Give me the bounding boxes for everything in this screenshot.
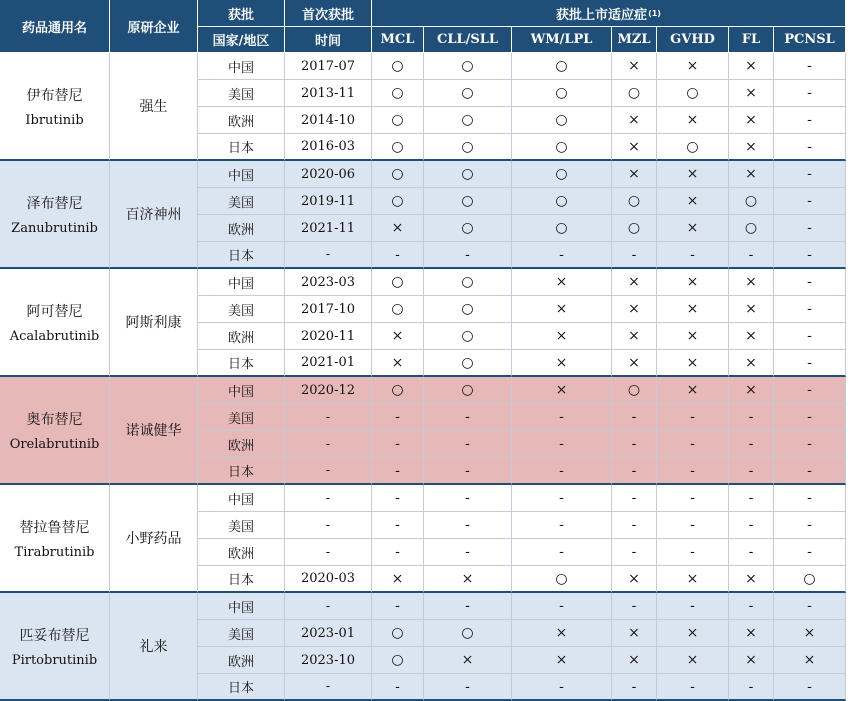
drug-name-cell: [0, 53, 110, 161]
indication-wm-lpl-mark: -: [512, 242, 612, 269]
indication-mcl-mark: ×: [372, 566, 424, 593]
header-col-wm-lpl: WM/LPL: [512, 27, 612, 53]
indication-pcnsl-mark: -: [774, 80, 846, 107]
indication-wm-lpl-mark: -: [512, 431, 612, 458]
indication-mzl-mark: ×: [612, 296, 657, 323]
indication-pcnsl-mark: -: [774, 512, 846, 539]
indication-wm-lpl-mark: -: [512, 485, 612, 512]
drug-name-en: Tirabrutinib: [14, 544, 95, 560]
indication-mcl-mark: ○: [372, 269, 424, 296]
company-name: 诺诚健华: [110, 377, 198, 485]
company-name: 百济神州: [110, 161, 198, 269]
region-cell: 美国: [198, 512, 285, 539]
indication-mcl-mark: ×: [372, 215, 424, 242]
company-name: 阿斯利康: [110, 269, 198, 377]
drug-name-cn: 泽布替尼: [26, 195, 83, 212]
indication-fl-mark: ×: [729, 134, 774, 161]
indication-gvhd-mark: -: [657, 242, 729, 269]
indication-gvhd-mark: -: [657, 404, 729, 431]
indication-wm-lpl-mark: -: [512, 593, 612, 620]
indication-gvhd-mark: -: [657, 431, 729, 458]
indication-gvhd-mark: ×: [657, 566, 729, 593]
indication-gvhd-mark: -: [657, 539, 729, 566]
approval-date: -: [285, 485, 372, 512]
indication-fl-mark: ×: [729, 80, 774, 107]
indication-gvhd-mark: ○: [657, 134, 729, 161]
approval-date: 2020-12: [285, 377, 372, 404]
indication-mzl-mark: ○: [612, 377, 657, 404]
indication-mcl-mark: ○: [372, 188, 424, 215]
approval-date: 2020-03: [285, 566, 372, 593]
indication-gvhd-mark: ×: [657, 188, 729, 215]
indication-wm-lpl-mark: ○: [512, 80, 612, 107]
indication-wm-lpl-mark: ○: [512, 161, 612, 188]
indication-gvhd-mark: -: [657, 512, 729, 539]
header-date-line1: 首次获批: [285, 0, 372, 27]
approval-date: 2017-10: [285, 296, 372, 323]
indication-mzl-mark: ×: [612, 323, 657, 350]
indication-fl-mark: -: [729, 593, 774, 620]
indication-mzl-mark: ○: [612, 188, 657, 215]
indication-wm-lpl-mark: ×: [512, 296, 612, 323]
indication-pcnsl-mark: -: [774, 107, 846, 134]
header-indications-label: 获批上市适应症: [556, 7, 648, 23]
indication-pcnsl-mark: -: [774, 215, 846, 242]
indication-cll-sll-mark: ×: [424, 647, 512, 674]
drug-name-en: Pirtobrutinib: [11, 652, 98, 668]
indication-wm-lpl-mark: ○: [512, 188, 612, 215]
indication-cll-sll-mark: ○: [424, 134, 512, 161]
indication-wm-lpl-mark: ×: [512, 647, 612, 674]
indication-pcnsl-mark: -: [774, 350, 846, 377]
region-cell: 欧洲: [198, 539, 285, 566]
indication-gvhd-mark: ×: [657, 620, 729, 647]
indication-pcnsl-mark: -: [774, 458, 846, 485]
indication-pcnsl-mark: -: [774, 134, 846, 161]
indication-fl-mark: -: [729, 431, 774, 458]
indication-mcl-mark: ○: [372, 377, 424, 404]
drug-name-cell: [0, 269, 110, 377]
indication-mcl-mark: -: [372, 485, 424, 512]
indication-wm-lpl-mark: ○: [512, 107, 612, 134]
indication-wm-lpl-mark: -: [512, 458, 612, 485]
indication-pcnsl-mark: -: [774, 269, 846, 296]
indication-fl-mark: -: [729, 674, 774, 701]
indication-gvhd-mark: ×: [657, 323, 729, 350]
header-col-fl: FL: [729, 27, 774, 53]
indication-fl-mark: ×: [729, 377, 774, 404]
indication-gvhd-mark: ×: [657, 107, 729, 134]
region-cell: 欧洲: [198, 431, 285, 458]
approval-date: 2021-11: [285, 215, 372, 242]
indication-fl-mark: ×: [729, 323, 774, 350]
indication-wm-lpl-mark: ○: [512, 134, 612, 161]
indication-pcnsl-mark: -: [774, 242, 846, 269]
header-company: 原研企业: [110, 0, 198, 53]
approval-date: -: [285, 242, 372, 269]
approval-date: -: [285, 404, 372, 431]
approval-date: 2023-01: [285, 620, 372, 647]
indication-mzl-mark: -: [612, 593, 657, 620]
indication-fl-mark: ×: [729, 53, 774, 80]
region-cell: 日本: [198, 458, 285, 485]
header-indications: [372, 0, 846, 27]
indication-gvhd-mark: -: [657, 458, 729, 485]
indication-mcl-mark: -: [372, 593, 424, 620]
indication-cll-sll-mark: ○: [424, 296, 512, 323]
indication-fl-mark: ×: [729, 350, 774, 377]
indication-fl-mark: ×: [729, 647, 774, 674]
indication-mzl-mark: ×: [612, 161, 657, 188]
indication-mzl-mark: ×: [612, 647, 657, 674]
indication-fl-mark: -: [729, 539, 774, 566]
indication-cll-sll-mark: -: [424, 485, 512, 512]
region-cell: 美国: [198, 620, 285, 647]
indication-mcl-mark: -: [372, 431, 424, 458]
indication-mcl-mark: ○: [372, 161, 424, 188]
indication-wm-lpl-mark: ×: [512, 377, 612, 404]
indication-wm-lpl-mark: -: [512, 404, 612, 431]
indication-cll-sll-mark: ○: [424, 620, 512, 647]
indication-gvhd-mark: ×: [657, 161, 729, 188]
indication-mzl-mark: ○: [612, 80, 657, 107]
indication-fl-mark: ×: [729, 620, 774, 647]
indication-cll-sll-mark: -: [424, 431, 512, 458]
indication-pcnsl-mark: ×: [774, 620, 846, 647]
indication-mzl-mark: -: [612, 404, 657, 431]
indication-cll-sll-mark: -: [424, 539, 512, 566]
approval-date: 2013-11: [285, 80, 372, 107]
region-cell: 美国: [198, 80, 285, 107]
header-col-gvhd: GVHD: [657, 27, 729, 53]
drug-name-cn: 匹妥布替尼: [19, 627, 90, 644]
region-cell: 日本: [198, 350, 285, 377]
approval-date: -: [285, 674, 372, 701]
indication-cll-sll-mark: ○: [424, 377, 512, 404]
indication-mzl-mark: -: [612, 431, 657, 458]
approval-date: -: [285, 593, 372, 620]
drug-name-en: Acalabrutinib: [9, 328, 100, 344]
indication-fl-mark: -: [729, 242, 774, 269]
indication-gvhd-mark: ○: [657, 80, 729, 107]
indication-fl-mark: -: [729, 485, 774, 512]
approval-date: -: [285, 431, 372, 458]
indication-pcnsl-mark: -: [774, 323, 846, 350]
indication-gvhd-mark: ×: [657, 215, 729, 242]
indication-wm-lpl-mark: ×: [512, 269, 612, 296]
indication-cll-sll-mark: ○: [424, 350, 512, 377]
region-cell: 日本: [198, 674, 285, 701]
header-col-cll-sll: CLL/SLL: [424, 27, 512, 53]
indication-wm-lpl-mark: -: [512, 512, 612, 539]
indication-fl-mark: ×: [729, 107, 774, 134]
indication-mzl-mark: ×: [612, 566, 657, 593]
region-cell: 日本: [198, 242, 285, 269]
indication-gvhd-mark: -: [657, 485, 729, 512]
header-drug-name: 药品通用名: [0, 0, 110, 53]
approval-date: 2017-07: [285, 53, 372, 80]
indication-wm-lpl-mark: ×: [512, 620, 612, 647]
indication-fl-mark: -: [729, 512, 774, 539]
indication-mcl-mark: ○: [372, 53, 424, 80]
indication-mcl-mark: -: [372, 539, 424, 566]
indication-fl-mark: ×: [729, 566, 774, 593]
company-name: 强生: [110, 53, 198, 161]
approval-date: 2014-10: [285, 107, 372, 134]
header-col-mcl: MCL: [372, 27, 424, 53]
indication-mzl-mark: ×: [612, 350, 657, 377]
indication-cll-sll-mark: -: [424, 512, 512, 539]
region-cell: 美国: [198, 188, 285, 215]
header-date-line2: 时间: [285, 27, 372, 53]
drug-name-en: Orelabrutinib: [9, 436, 100, 452]
indication-mcl-mark: ○: [372, 620, 424, 647]
indication-gvhd-mark: ×: [657, 647, 729, 674]
indication-wm-lpl-mark: -: [512, 539, 612, 566]
region-cell: 美国: [198, 296, 285, 323]
region-cell: 中国: [198, 269, 285, 296]
indication-mzl-mark: -: [612, 458, 657, 485]
region-cell: 中国: [198, 53, 285, 80]
indication-fl-mark: ○: [729, 215, 774, 242]
indication-mcl-mark: ○: [372, 134, 424, 161]
indication-mcl-mark: -: [372, 242, 424, 269]
indication-pcnsl-mark: -: [774, 593, 846, 620]
approval-date: 2016-03: [285, 134, 372, 161]
approval-date: -: [285, 512, 372, 539]
indication-mzl-mark: ×: [612, 53, 657, 80]
region-cell: 中国: [198, 377, 285, 404]
indication-pcnsl-mark: -: [774, 485, 846, 512]
indication-fl-mark: ○: [729, 188, 774, 215]
region-cell: 欧洲: [198, 215, 285, 242]
indication-pcnsl-mark: -: [774, 161, 846, 188]
indication-pcnsl-mark: ○: [774, 566, 846, 593]
approval-date: 2020-11: [285, 323, 372, 350]
approval-date: 2023-03: [285, 269, 372, 296]
indication-wm-lpl-mark: ○: [512, 53, 612, 80]
indication-cll-sll-mark: ○: [424, 80, 512, 107]
indication-cll-sll-mark: ○: [424, 53, 512, 80]
indication-gvhd-mark: -: [657, 593, 729, 620]
header-col-pcnsl: PCNSL: [774, 27, 846, 53]
indication-fl-mark: ×: [729, 269, 774, 296]
indication-pcnsl-mark: -: [774, 674, 846, 701]
indication-mcl-mark: -: [372, 512, 424, 539]
drug-name-cell: [0, 377, 110, 485]
indication-gvhd-mark: -: [657, 674, 729, 701]
indication-mzl-mark: -: [612, 512, 657, 539]
indication-wm-lpl-mark: -: [512, 674, 612, 701]
drug-name-cn: 阿可替尼: [26, 303, 83, 320]
indication-mzl-mark: ○: [612, 215, 657, 242]
indication-mcl-mark: ○: [372, 296, 424, 323]
indication-pcnsl-mark: -: [774, 404, 846, 431]
region-cell: 美国: [198, 404, 285, 431]
indication-gvhd-mark: ×: [657, 53, 729, 80]
drug-name-en: Zanubrutinib: [11, 220, 98, 236]
indication-mcl-mark: -: [372, 674, 424, 701]
approval-date: 2023-10: [285, 647, 372, 674]
drug-name-cell: [0, 485, 110, 593]
indication-mzl-mark: ×: [612, 620, 657, 647]
drug-name-cn: 奥布替尼: [26, 411, 83, 428]
indication-fl-mark: -: [729, 458, 774, 485]
indication-pcnsl-mark: -: [774, 539, 846, 566]
region-cell: 中国: [198, 593, 285, 620]
indication-pcnsl-mark: -: [774, 377, 846, 404]
indication-mcl-mark: ×: [372, 350, 424, 377]
indication-pcnsl-mark: -: [774, 431, 846, 458]
indication-mzl-mark: -: [612, 242, 657, 269]
indication-mzl-mark: -: [612, 674, 657, 701]
indication-mcl-mark: ×: [372, 323, 424, 350]
indication-cll-sll-mark: ×: [424, 566, 512, 593]
indication-cll-sll-mark: -: [424, 674, 512, 701]
indication-wm-lpl-mark: ○: [512, 215, 612, 242]
indication-wm-lpl-mark: ○: [512, 566, 612, 593]
drug-name-cn: 伊布替尼: [26, 87, 83, 104]
indication-gvhd-mark: ×: [657, 350, 729, 377]
indication-mzl-mark: ×: [612, 107, 657, 134]
region-cell: 日本: [198, 134, 285, 161]
indication-fl-mark: ×: [729, 296, 774, 323]
company-name: 小野药品: [110, 485, 198, 593]
region-cell: 欧洲: [198, 107, 285, 134]
company-name: 礼来: [110, 593, 198, 701]
region-cell: 中国: [198, 161, 285, 188]
indication-fl-mark: -: [729, 404, 774, 431]
indication-pcnsl-mark: -: [774, 296, 846, 323]
approval-date: -: [285, 458, 372, 485]
drug-name-cell: [0, 593, 110, 701]
indication-mcl-mark: ○: [372, 80, 424, 107]
indication-cll-sll-mark: ○: [424, 107, 512, 134]
indication-fl-mark: ×: [729, 161, 774, 188]
indication-mcl-mark: -: [372, 458, 424, 485]
region-cell: 日本: [198, 566, 285, 593]
region-cell: 欧洲: [198, 647, 285, 674]
drug-name-en: Ibrutinib: [25, 112, 84, 128]
region-cell: 欧洲: [198, 323, 285, 350]
indication-pcnsl-mark: -: [774, 188, 846, 215]
indication-wm-lpl-mark: ×: [512, 350, 612, 377]
indication-mzl-mark: -: [612, 485, 657, 512]
indication-mzl-mark: ×: [612, 269, 657, 296]
header-indications-note: (1): [648, 8, 661, 18]
indication-wm-lpl-mark: ×: [512, 323, 612, 350]
indication-cll-sll-mark: -: [424, 458, 512, 485]
approval-date: -: [285, 539, 372, 566]
indication-cll-sll-mark: -: [424, 242, 512, 269]
indication-cll-sll-mark: ○: [424, 323, 512, 350]
approval-date: 2021-01: [285, 350, 372, 377]
indication-gvhd-mark: ×: [657, 296, 729, 323]
indication-cll-sll-mark: ○: [424, 215, 512, 242]
indication-cll-sll-mark: ○: [424, 188, 512, 215]
indication-mcl-mark: ○: [372, 647, 424, 674]
region-cell: 中国: [198, 485, 285, 512]
drug-name-cn: 替拉鲁替尼: [19, 519, 90, 536]
indication-pcnsl-mark: -: [774, 53, 846, 80]
indication-cll-sll-mark: ○: [424, 161, 512, 188]
indication-mcl-mark: ○: [372, 107, 424, 134]
indication-mcl-mark: -: [372, 404, 424, 431]
approval-date: 2020-06: [285, 161, 372, 188]
indication-mzl-mark: -: [612, 539, 657, 566]
header-region-line1: 获批: [198, 0, 285, 27]
indication-gvhd-mark: ×: [657, 377, 729, 404]
indication-pcnsl-mark: ×: [774, 647, 846, 674]
indication-cll-sll-mark: -: [424, 404, 512, 431]
indication-gvhd-mark: ×: [657, 269, 729, 296]
indication-cll-sll-mark: -: [424, 593, 512, 620]
header-region-line2: 国家/地区: [198, 27, 285, 53]
drug-name-cell: [0, 161, 110, 269]
header-col-mzl: MZL: [612, 27, 657, 53]
indication-cll-sll-mark: ○: [424, 269, 512, 296]
indication-mzl-mark: ×: [612, 134, 657, 161]
approval-date: 2019-11: [285, 188, 372, 215]
